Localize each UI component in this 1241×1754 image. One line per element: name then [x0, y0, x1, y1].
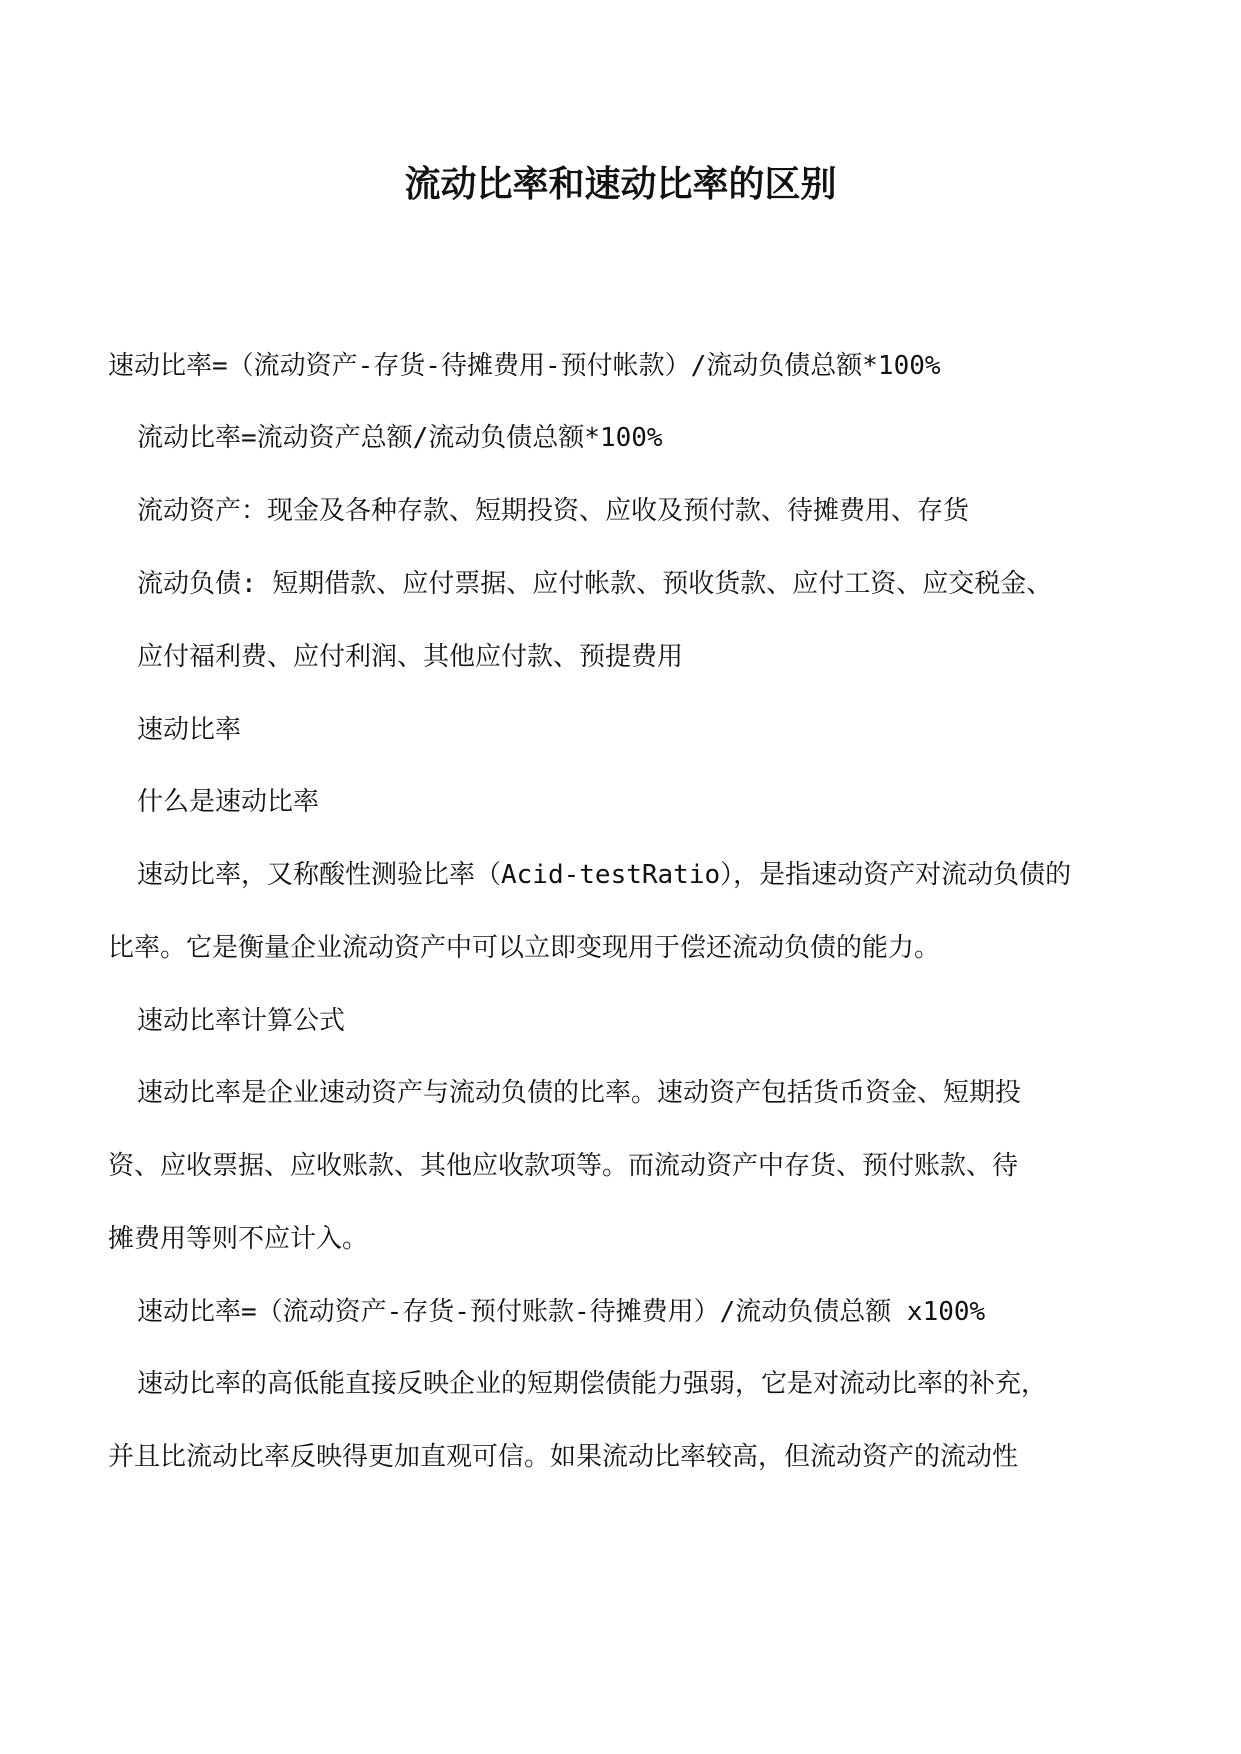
document-title: 流动比率和速动比率的区别: [404, 163, 837, 205]
current-assets-definition: 流动资产：现金及各种存款、短期投资、应收及预付款、待摊费用、存货: [137, 496, 970, 526]
paragraph-formula-line-3: 摊费用等则不应计入。: [108, 1224, 369, 1254]
paragraph-formula-line-2: 资、应收票据、应收账款、其他应收款项等。而流动资产中存货、预付账款、待: [108, 1151, 1019, 1181]
section-heading-quick-ratio: 速动比率: [137, 715, 242, 745]
current-liabilities-continued: 应付福利费、应付利润、其他应付款、预提费用: [137, 642, 684, 672]
current-liabilities-definition: 流动负债: 短期借款、应付票据、应付帐款、预收货款、应付工资、应交税金、: [137, 569, 1053, 599]
subheading-formula: 速动比率计算公式: [137, 1006, 346, 1036]
formula-quick-ratio: 速动比率=（流动资产-存货-待摊费用-预付帐款）/流动负债总额*100%: [108, 351, 941, 381]
formula-quick-ratio-2: 速动比率=（流动资产-存货-预付账款-待摊费用）/流动负债总额 x100%: [137, 1297, 986, 1327]
paragraph-definition-line-1: 速动比率，又称酸性测验比率（Acid-testRatio），是指速动资产对流动负债的: [137, 860, 1072, 890]
formula-current-ratio: 流动比率=流动资产总额/流动负债总额*100%: [137, 423, 663, 453]
paragraph-definition-line-2: 比率。它是衡量企业流动资产中可以立即变现用于偿还流动负债的能力。: [108, 933, 941, 963]
paragraph-analysis-line-1: 速动比率的高低能直接反映企业的短期偿债能力强弱，它是对流动比率的补充，: [137, 1369, 1048, 1399]
subheading-what-is-quick-ratio: 什么是速动比率: [137, 787, 320, 817]
paragraph-analysis-line-2: 并且比流动比率反映得更加直观可信。如果流动比率较高，但流动资产的流动性: [108, 1442, 1019, 1472]
paragraph-formula-line-1: 速动比率是企业速动资产与流动负债的比率。速动资产包括货币资金、短期投: [137, 1078, 1022, 1108]
